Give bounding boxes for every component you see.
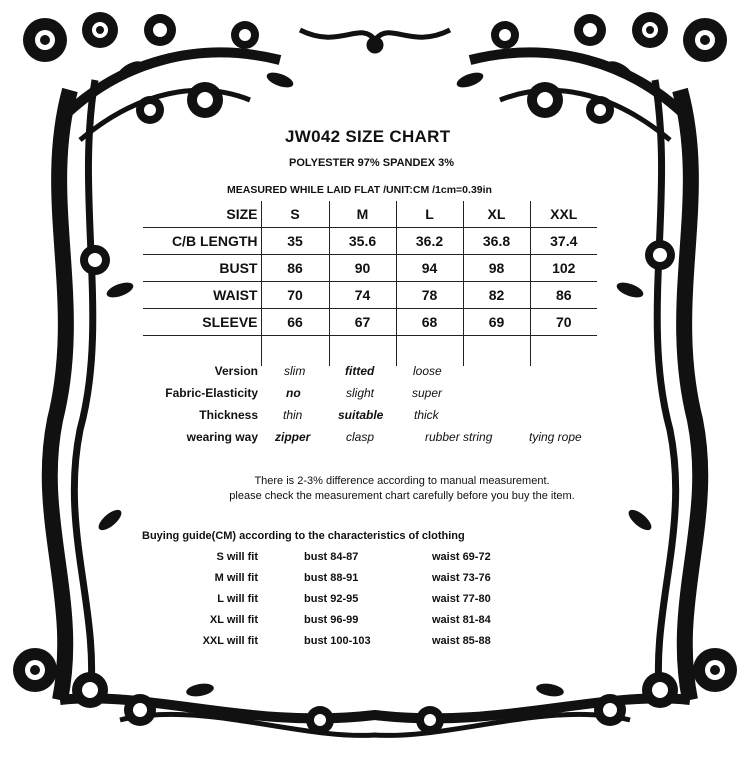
- table-cell: 68: [396, 309, 463, 336]
- table-cell: 36.2: [396, 228, 463, 255]
- table-cell: 35: [261, 228, 329, 255]
- table-cell: [261, 336, 329, 367]
- attr-option-selected: fitted: [345, 364, 375, 378]
- attr-option: rubber string: [425, 430, 493, 444]
- buying-guide-title: Buying guide(CM) according to the characteristics of clothing: [142, 530, 465, 542]
- material-composition: POLYESTER 97% SPANDEX 3%: [289, 157, 455, 169]
- size-col-header: L: [396, 201, 463, 228]
- size-col-header: XL: [463, 201, 530, 228]
- attr-option: slim: [284, 364, 306, 378]
- table-cell: 86: [261, 255, 329, 282]
- table-cell: 74: [329, 282, 396, 309]
- attr-option: loose: [413, 364, 442, 378]
- guide-waist: waist 85-88: [432, 635, 491, 647]
- guide-waist: waist 69-72: [432, 551, 491, 563]
- row-label: BUST: [143, 255, 261, 282]
- table-cell: 94: [396, 255, 463, 282]
- guide-size: L will fit: [217, 593, 258, 605]
- size-col-header: XXL: [530, 201, 597, 228]
- row-label: SLEEVE: [143, 309, 261, 336]
- table-cell: [530, 336, 597, 367]
- guide-bust: bust 92-95: [304, 593, 359, 605]
- table-cell: 86: [530, 282, 597, 309]
- chart-title: JW042 SIZE CHART: [285, 127, 451, 146]
- row-label: C/B LENGTH: [143, 228, 261, 255]
- table-cell: 69: [463, 309, 530, 336]
- guide-bust: bust 88-91: [304, 572, 359, 584]
- table-row: [143, 228, 597, 255]
- table-cell: 66: [261, 309, 329, 336]
- attr-option-selected: suitable: [338, 408, 384, 422]
- guide-size: M will fit: [214, 572, 258, 584]
- size-header-row: [143, 201, 597, 228]
- attr-option: super: [412, 386, 443, 400]
- table-cell: 98: [463, 255, 530, 282]
- attr-label-wearing-way: wearing way: [186, 430, 258, 444]
- attr-option-selected: no: [286, 386, 301, 400]
- attr-label-thickness: Thickness: [199, 408, 258, 422]
- table-cell: 70: [261, 282, 329, 309]
- attr-option: thin: [283, 408, 303, 422]
- attr-label-version: Version: [214, 364, 258, 378]
- guide-size: S will fit: [216, 551, 258, 563]
- guide-waist: waist 81-84: [432, 614, 491, 626]
- guide-waist: waist 77-80: [432, 593, 491, 605]
- table-row: [143, 309, 597, 336]
- table-cell: [329, 336, 396, 367]
- table-cell: 70: [530, 309, 597, 336]
- guide-waist: waist 73-76: [432, 572, 491, 584]
- table-cell: [463, 336, 530, 367]
- table-cell: 67: [329, 309, 396, 336]
- measurement-difference-note: There is 2-3% difference according to manual measurement.: [254, 475, 550, 487]
- table-cell: [396, 336, 463, 367]
- table-cell: [143, 336, 261, 367]
- row-label: WAIST: [143, 282, 261, 309]
- attr-option-selected: zipper: [275, 430, 311, 444]
- guide-size: XL will fit: [209, 614, 258, 626]
- guide-bust: bust 84-87: [304, 551, 359, 563]
- size-header-label: SIZE: [143, 201, 261, 228]
- table-cell: 37.4: [530, 228, 597, 255]
- table-cell: 35.6: [329, 228, 396, 255]
- size-col-header: M: [329, 201, 396, 228]
- table-cell: 82: [463, 282, 530, 309]
- table-row-empty: [143, 336, 597, 367]
- table-cell: 90: [329, 255, 396, 282]
- attr-option: tying rope: [529, 430, 582, 444]
- attr-option: clasp: [346, 430, 375, 444]
- guide-bust: bust 100-103: [304, 635, 371, 647]
- attr-option: slight: [346, 386, 375, 400]
- size-table: [143, 201, 597, 366]
- guide-size: XXL will fit: [202, 635, 258, 647]
- table-cell: 36.8: [463, 228, 530, 255]
- attr-label-elasticity: Fabric-Elasticity: [165, 386, 258, 400]
- check-chart-note: please check the measurement chart carefully before you buy the item.: [229, 490, 575, 502]
- table-cell: 78: [396, 282, 463, 309]
- table-cell: 102: [530, 255, 597, 282]
- measurement-note: MEASURED WHILE LAID FLAT /UNIT:CM /1cm=0.39in: [227, 184, 492, 196]
- attr-option: thick: [414, 408, 439, 422]
- size-col-header: S: [261, 201, 329, 228]
- guide-bust: bust 96-99: [304, 614, 359, 626]
- table-row: [143, 255, 597, 282]
- table-row: [143, 282, 597, 309]
